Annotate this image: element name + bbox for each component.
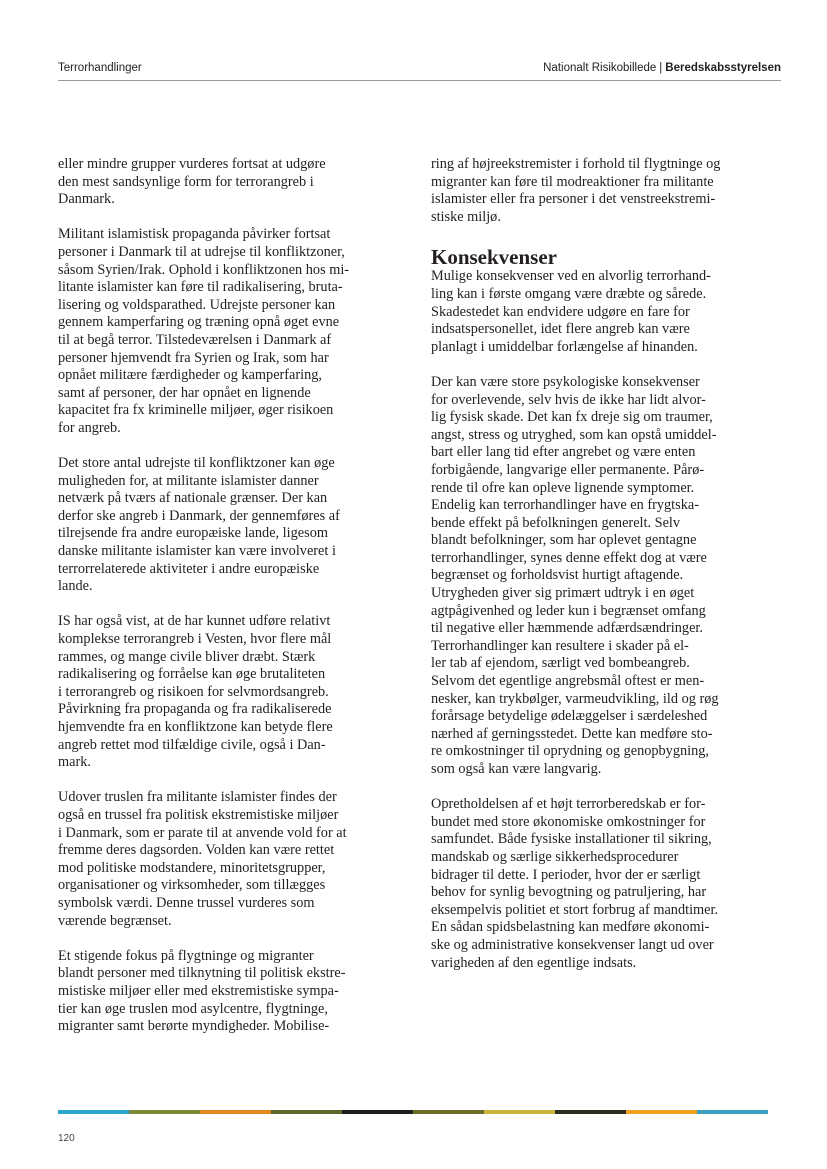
- body-paragraph: Opretholdelsen af et højt terrorberedskab er for- bundet med store økonomiske omkostninger for samfundet. Både fysiske installationer til sikring, mandskab og særlige sikkerhedsprocedurer bidrager til dette. I perioder, hvor der er særligt behov for synlig bevogtning og patruljering, har eksempelvis politiet et stort forbrug af mandtimer. En sådan spidsbelastning kan medføre økonomi- ske og administrative konsekvenser langt ud over varigheden af den egentlige indsats.: [431, 796, 719, 971]
- color-bar-segment: [484, 1110, 555, 1114]
- header-organization: Beredskabsstyrelsen: [665, 62, 781, 74]
- color-bar-segment: [58, 1110, 129, 1114]
- body-paragraph: Udover truslen fra militante islamister findes der også en trussel fra politisk ekstremistiske miljøer i Danmark, som er parate til at anvende vold for at fremme deres dagsorden. Volden kan være rettet mod politiske modstandere, minoritetsgrupper, organisationer og virksomheder, som tillægges symbolsk værdi. Denne trussel vurderes som værende begrænset.: [58, 789, 347, 929]
- color-bar-segment: [555, 1110, 626, 1114]
- body-paragraph: IS har også vist, at de har kunnet udføre relativt komplekse terrorangreb i Vesten, hvor flere mål rammes, og mange civile bliver dræbt. Stærk radikalisering og forråelse kan øge brutaliteten i terrorangreb og risikoen for selvmordsangreb. Påvirkning fra propaganda og fra radikaliserede hjemvendte fra en konfliktzone kan betyde flere angreb rettet mod tilfældige civile, også i Dan- mark.: [58, 613, 333, 771]
- color-bar-segment: [413, 1110, 484, 1114]
- footer-color-bar: [58, 1110, 768, 1114]
- color-bar-segment: [342, 1110, 413, 1114]
- body-paragraph: Et stigende fokus på flygtninge og migranter blandt personer med tilknytning til politisk ekstre- mistiske miljøer eller med ekstremistiske sympa- tier kan øge truslen mod asylcentre, flygtninge, migranter samt berørte myndigheder. Mobilise-: [58, 947, 346, 1035]
- color-bar-segment: [200, 1110, 271, 1114]
- header-publication-title: Nationalt Risikobillede: [543, 62, 657, 74]
- body-paragraph: Der kan være store psykologiske konsekvenser for overlevende, selv hvis de ikke har lidt alvor- lig fysisk skade. Det kan fx dreje sig om traumer, angst, stress og utryghed, som kan opstå umiddel- bart eller lang tid efter angrebet og være enten forbigående, langvarige eller permanente. Pårø- rende til ofre kan opleve lignende symptomer. Endelig kan terrorhandlinger have en frygtska- bende effekt på befolkningen generelt. Selv blandt befolkninger, som har oplevet gentagne terrorhandlinger, synes denne effekt dog at være begrænset og forholdsvist hurtigt aftagende. Utrygheden giver sig primært udtryk i en øget agtpågivenhed og leder kun i begrænset omfang til negative eller hæmmende adfærdsændringer. Terrorhandlinger kan resultere i skader på el- ler tab af ejendom, særligt ved bombeangreb. Selvom det egentlige angrebsmål oftest er men- nesker, kan trykbølger, varmeudvikling, ild og røg forårsage betydelige ødelæggelser i særdeleshed nærhed af gerningsstedet. Dette kan medføre sto- re omkostninger til oprydning og genopbygning, som også kan være langvarig.: [431, 373, 719, 777]
- header-rule: [58, 80, 781, 81]
- body-paragraph: eller mindre grupper vurderes fortsat at udgøre den mest sandsynlige form for terrorangreb i Danmark.: [58, 156, 326, 208]
- color-bar-segment: [697, 1110, 768, 1114]
- header-section-title: Terrorhandlinger: [58, 62, 142, 74]
- page-number: 120: [58, 1133, 75, 1144]
- header-publication: [543, 62, 781, 74]
- color-bar-segment: [129, 1110, 200, 1114]
- body-paragraph: ring af højreekstremister i forhold til flygtninge og migranter kan føre til modreaktioner fra militante islamister eller fra personer i det venstreekstremi- stiske miljø.: [431, 156, 721, 225]
- body-paragraph: Mulige konsekvenser ved en alvorlig terrorhand- ling kan i første omgang være dræbte og sårede. Skadestedet kan endvidere udgøre en fare for indsatspersonellet, idet flere angreb kan være planlagt i umiddelbar forlængelse af hinanden.: [431, 268, 711, 355]
- left-column: [58, 156, 398, 1053]
- right-column: [431, 156, 771, 990]
- header-separator: |: [659, 62, 663, 74]
- running-header: [58, 62, 781, 78]
- body-paragraph: Det store antal udrejste til konfliktzoner kan øge muligheden for, at militante islamister danner netværk på tværs af nationale grænser. Der kan derfor ske angreb i Danmark, der gennemføres af tilrejsende fra andre europæiske lande, ligesom danske militante islamister kan være involveret i terrorrelaterede aktiviteter i andre europæiske lande.: [58, 455, 340, 595]
- section-heading: Konsekvenser: [431, 245, 557, 270]
- color-bar-segment: [271, 1110, 342, 1114]
- color-bar-segment: [626, 1110, 697, 1114]
- body-paragraph: Militant islamistisk propaganda påvirker fortsat personer i Danmark til at udrejse til konfliktzoner, såsom Syrien/Irak. Ophold i konfliktzonen hos mi- litante islamister kan føre til radikalisering, bruta- lisering og voldsparathed. Udrejste personer kan gennem kamperfaring og træning opnå øget evne til at begå terror. Tilstedeværelsen i Danmark af personer hjemvendt fra Syrien og Irak, som har opnået militære færdigheder og kamperfaring, samt af personer, der har opnået en lignende kapacitet fra fx kriminelle miljøer, øger risikoen for angreb.: [58, 226, 350, 436]
